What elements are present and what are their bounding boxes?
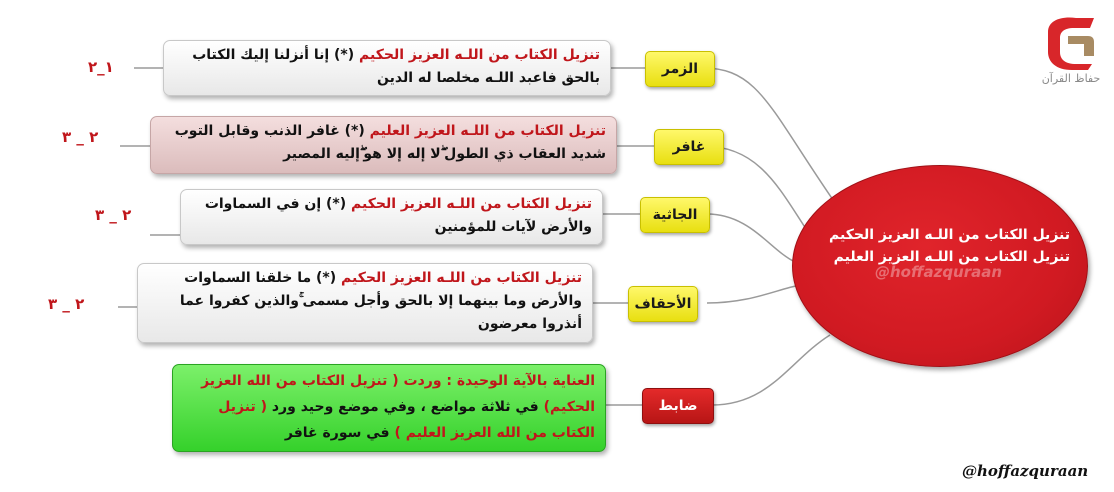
verse-zumar-line-1 <box>174 44 600 67</box>
label-ahqaf: الأحقاف <box>628 286 698 322</box>
verse-zumar-line-2: بالحق فاعبد اللـه مخلصا له الدين <box>377 70 600 86</box>
rule-end: في سورة غافر <box>284 425 395 441</box>
verse-jathiya-rest: (*) إن في السماوات <box>204 196 352 212</box>
verse-ahqaf-line-2: والأرض وما بينهما إلا بالحق وأجل مسمى ۚوالذين كفروا عما <box>179 293 582 309</box>
verse-ghafir-highlight: تنزيل الكتاب من اللـه العزيز العليم <box>369 123 606 139</box>
verse-box-ghafir <box>150 116 617 174</box>
rule-box <box>172 364 606 452</box>
rule-highlight-2: ( تنزيل الكتاب من الله العزيز العليم ) <box>218 399 595 441</box>
verse-ahqaf-highlight: تنزيل الكتاب من اللـه العزيز الحكيم <box>341 270 582 286</box>
logo-caption: حفاظ القرآن <box>1041 72 1101 85</box>
connector-jathiya <box>707 214 795 262</box>
verse-ahqaf-line-1 <box>148 267 582 290</box>
central-line-1: تنزيل الكتاب من اللـه العزيز الحكيم <box>829 227 1070 243</box>
ref-ahqaf: ٢ _ ٣ <box>48 295 85 313</box>
brand-handle: @hoffazquraan <box>962 462 1089 480</box>
connector-ahqaf <box>707 285 800 303</box>
verse-box-zumar <box>163 40 611 96</box>
verse-box-ahqaf <box>137 263 593 343</box>
label-rule: ضابط <box>642 388 714 424</box>
central-line-2: تنزيل الكتاب من اللـه العزيز العليم <box>833 249 1070 265</box>
circle-watermark: @hoffazquraan <box>875 263 1003 281</box>
rule-middle: في ثلاثة مواضع ، وفي موضع وحيد ورد <box>267 399 544 415</box>
verse-jathiya-line-1 <box>191 193 592 216</box>
verse-ghafir-line-1 <box>161 120 606 143</box>
ref-jathiya: ٢ _ ٣ <box>95 206 132 224</box>
verse-ghafir-rest: (*) غافر الذنب وقابل التوب <box>174 123 370 139</box>
verse-zumar-rest: (*) إنا أنزلنا إليك الكتاب <box>192 47 360 63</box>
ref-zumar: ١_٢ <box>88 58 114 76</box>
verse-box-jathiya <box>180 189 603 245</box>
rule-highlight-1: العناية بالآية الوحيدة : وردت ( تنزيل الكتاب من الله العزيز الحكيم) <box>201 373 595 415</box>
verse-zumar-highlight: تنزيل الكتاب من اللـه العزيز الحكيم <box>359 47 600 63</box>
verse-jathiya-line-2: والأرض لآيات للمؤمنين <box>434 219 592 235</box>
label-zumar: الزمر <box>645 51 715 87</box>
label-jathiya: الجاثية <box>640 197 710 233</box>
verse-jathiya-highlight: تنزيل الكتاب من اللـه العزيز الحكيم <box>351 196 592 212</box>
label-ghafir: غافر <box>654 129 724 165</box>
verse-ghafir-line-2: شديد العقاب ذي الطول ۖلا إله إلا هو ۖإليه المصير <box>283 146 606 162</box>
ref-ghafir: ٢ _ ٣ <box>62 128 99 146</box>
verse-ahqaf-line-3: أنذروا معرضون <box>477 316 582 332</box>
logo-icon <box>1040 12 1102 72</box>
verse-ahqaf-rest: (*) ما خلقنا السماوات <box>184 270 342 286</box>
connector-rule <box>712 335 830 405</box>
central-text <box>805 224 1070 268</box>
